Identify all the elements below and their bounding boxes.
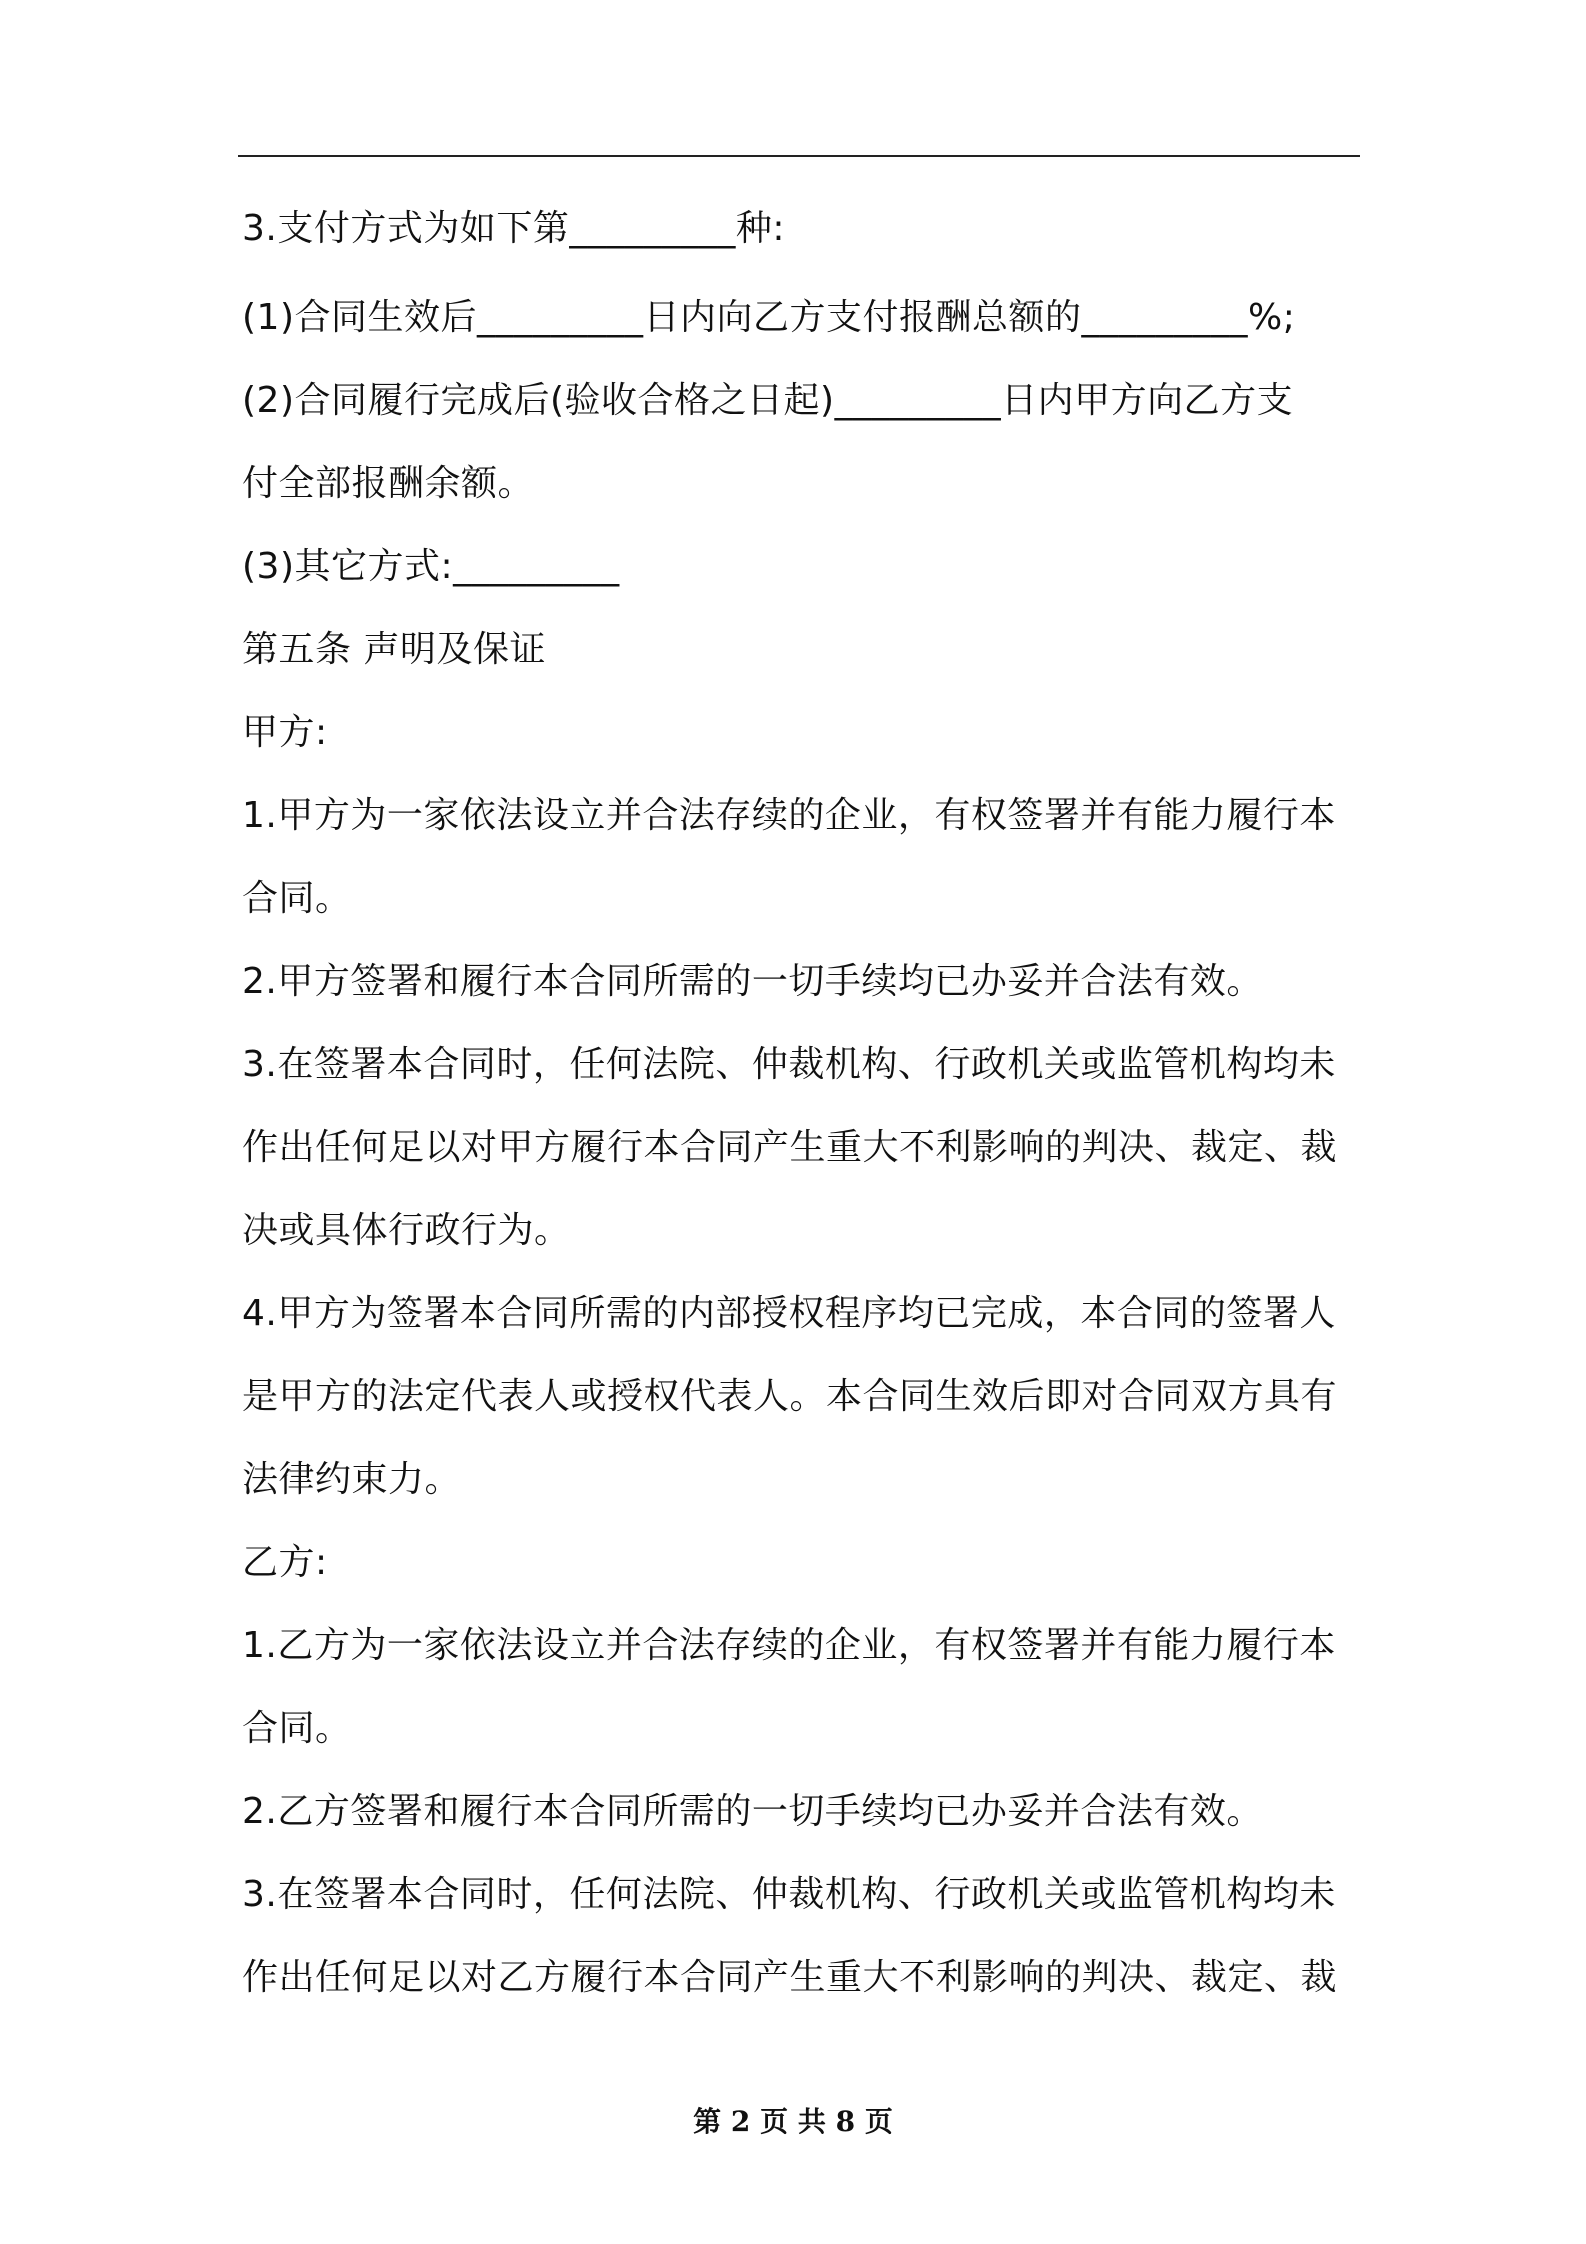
text-line: 2.甲方签署和履行本合同所需的一切手续均已办妥并合法有效。	[242, 961, 1263, 1002]
text-line: 作出任何足以对甲方履行本合同产生重大不利影响的判决、裁定、裁	[242, 1127, 1338, 1168]
party-heading: 乙方:	[242, 1542, 328, 1583]
text-line: 作出任何足以对乙方履行本合同产生重大不利影响的判决、裁定、裁	[242, 1957, 1338, 1998]
text-line: 法律约束力。	[242, 1459, 462, 1500]
text-line: (3)其它方式:_________	[242, 546, 620, 587]
section-heading: 第五条 声明及保证	[242, 629, 546, 670]
text-line: (2)合同履行完成后(验收合格之日起)_________日内甲方向乙方支	[242, 380, 1294, 421]
text-line: 是甲方的法定代表人或授权代表人。本合同生效后即对合同双方具有	[242, 1376, 1338, 1417]
page-number: 第 2 页 共 8 页	[693, 2105, 893, 2138]
text-line: 合同。	[242, 878, 352, 919]
text-line: 3.支付方式为如下第_________种:	[242, 208, 785, 249]
text-line: 4.甲方为签署本合同所需的内部授权程序均已完成，本合同的签署人	[242, 1293, 1336, 1334]
party-heading: 甲方:	[242, 712, 328, 753]
text-line: 决或具体行政行为。	[242, 1210, 571, 1251]
text-line: 3.在签署本合同时，任何法院、仲裁机构、行政机关或监管机构均未	[242, 1874, 1336, 1915]
text-line: (1)合同生效后_________日内向乙方支付报酬总额的_________%;	[242, 297, 1296, 338]
text-line: 合同。	[242, 1708, 352, 1749]
text-line: 1.乙方为一家依法设立并合法存续的企业，有权签署并有能力履行本	[242, 1625, 1336, 1666]
header-divider	[238, 155, 1360, 157]
text-line: 1.甲方为一家依法设立并合法存续的企业，有权签署并有能力履行本	[242, 795, 1336, 836]
text-line: 2.乙方签署和履行本合同所需的一切手续均已办妥并合法有效。	[242, 1791, 1263, 1832]
text-line: 3.在签署本合同时，任何法院、仲裁机构、行政机关或监管机构均未	[242, 1044, 1336, 1085]
text-line: 付全部报酬余额。	[242, 463, 535, 504]
